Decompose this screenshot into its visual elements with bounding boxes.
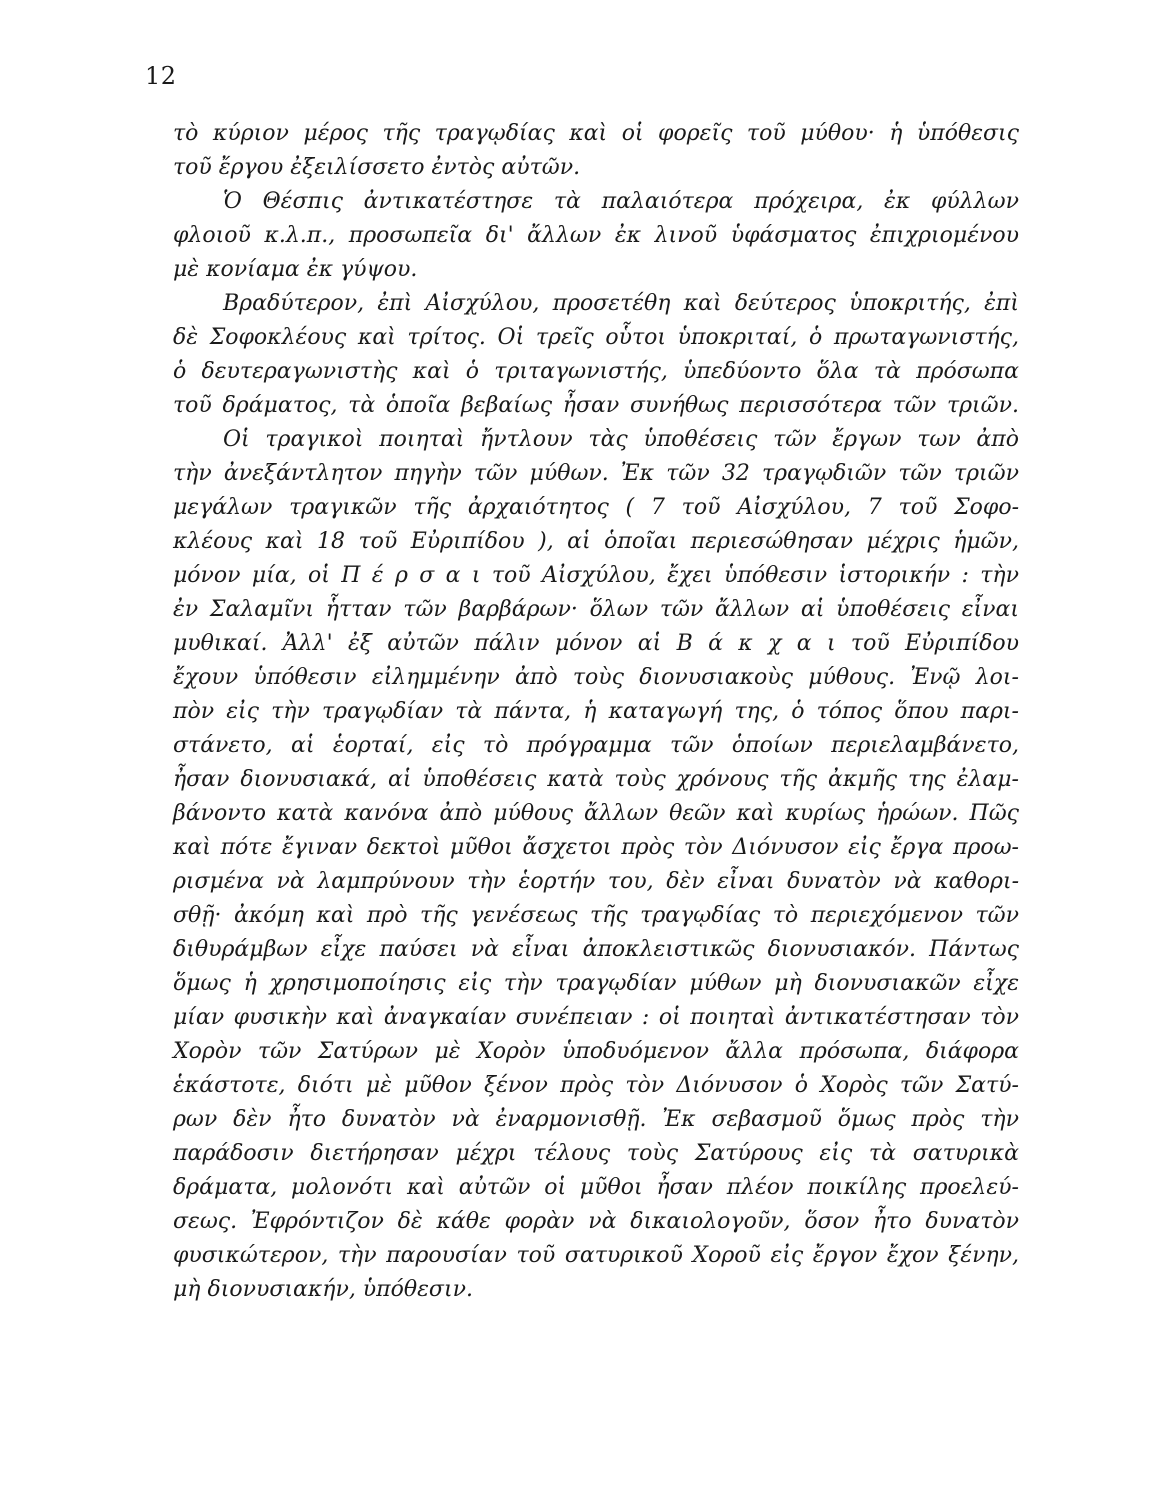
text-line: τοῦ ἔργου ἐξειλίσσετο ἐντὸς αὐτῶν. xyxy=(173,155,581,180)
text-line: τὸ κύριον μέρος τῆς τραγῳδίας καὶ οἱ φορεῖς τοῦ μύθου· ἡ ὑπόθεσις xyxy=(173,121,1019,146)
text-line: ρισμένα νὰ λαμπρύνουν τὴν ἑορτήν του, δὲν εἶναι δυνατὸν νὰ καθορι- xyxy=(173,869,1019,894)
text-line: ἐν Σαλαμῖνι ἧτταν τῶν βαρβάρων· ὅλων τῶν ἄλλων αἱ ὑποθέσεις εἶναι xyxy=(173,597,1019,622)
text-line: ὁ δευτεραγωνιστὴς καὶ ὁ τριταγωνιστής, ὑπεδύοντο ὅλα τὰ πρόσωπα xyxy=(173,359,1019,384)
text-line: βάνοντο κατὰ κανόνα ἀπὸ μύθους ἄλλων θεῶν καὶ κυρίως ἡρώων. Πῶς xyxy=(173,801,1019,826)
text-line: μεγάλων τραγικῶν τῆς ἀρχαιότητος ( 7 τοῦ Αἰσχύλου, 7 τοῦ Σοφο- xyxy=(173,495,1019,520)
text-line: καὶ πότε ἔγιναν δεκτοὶ μῦθοι ἄσχετοι πρὸς τὸν Διόνυσον εἰς ἔργα προω- xyxy=(173,835,1019,860)
text-line: μόνον μία, οἱ Π έ ρ σ α ι τοῦ Αἰσχύλου, ἔχει ὑπόθεσιν ἱστορικήν : τὴν xyxy=(173,563,1019,588)
text-line: Βραδύτερον, ἐπὶ Αἰσχύλου, προσετέθη καὶ δεύτερος ὑποκριτής, ἐπὶ xyxy=(223,291,1019,316)
text-line: ὅμως ἡ χρησιμοποίησις εἰς τὴν τραγῳδίαν μύθων μὴ διονυσιακῶν εἶχε xyxy=(173,971,1019,996)
text-line: ρων δὲν ἦτο δυνατὸν νὰ ἐναρμονισθῇ. Ἐκ σεβασμοῦ ὅμως πρὸς τὴν xyxy=(173,1107,1019,1132)
text-line: ἑκάστοτε, διότι μὲ μῦθον ξένον πρὸς τὸν Διόνυσον ὁ Χορὸς τῶν Σατύ- xyxy=(173,1073,1019,1098)
text-line: Ὁ Θέσπις ἀντικατέστησε τὰ παλαιότερα πρόχειρα, ἐκ φύλλων xyxy=(223,189,1019,214)
text-line: τὴν ἀνεξάντλητον πηγὴν τῶν μύθων. Ἐκ τῶν 32 τραγῳδιῶν τῶν τριῶν xyxy=(173,461,1019,486)
text-line: μίαν φυσικὴν καὶ ἀναγκαίαν συνέπειαν : οἱ ποιηταὶ ἀντικατέστησαν τὸν xyxy=(173,1005,1019,1030)
text-line: φυσικώτερον, τὴν παρουσίαν τοῦ σατυρικοῦ Χοροῦ εἰς ἔργον ἔχον ξένην, xyxy=(173,1243,1019,1268)
text-line: δὲ Σοφοκλέους καὶ τρίτος. Οἱ τρεῖς οὗτοι ὑποκριταί, ὁ πρωταγωνιστής, xyxy=(173,325,1019,350)
text-line: Χορὸν τῶν Σατύρων μὲ Χορὸν ὑποδυόμενον ἄλλα πρόσωπα, διάφορα xyxy=(173,1039,1019,1064)
text-line: τοῦ δράματος, τὰ ὁποῖα βεβαίως ἦσαν συνήθως περισσότερα τῶν τριῶν. xyxy=(173,393,1019,418)
text-line: Οἱ τραγικοὶ ποιηταὶ ἤντλουν τὰς ὑποθέσεις τῶν ἔργων των ἀπὸ xyxy=(223,427,1019,452)
text-line: στάνετο, αἱ ἑορταί, εἰς τὸ πρόγραμμα τῶν ὁποίων περιελαμβάνετο, xyxy=(173,733,1019,758)
text-line: διθυράμβων εἶχε παύσει νὰ εἶναι ἀποκλειστικῶς διονυσιακόν. Πάντως xyxy=(173,937,1019,962)
text-line: μὲ κονίαμα ἐκ γύψου. xyxy=(173,257,418,282)
text-line: πὸν εἰς τὴν τραγῳδίαν τὰ πάντα, ἡ καταγωγή της, ὁ τόπος ὅπου παρι- xyxy=(173,699,1019,724)
text-line: ἔχουν ὑπόθεσιν εἰλημμένην ἀπὸ τοὺς διονυσιακοὺς μύθους. Ἐνῷ λοι- xyxy=(173,665,1019,690)
text-line: ἦσαν διονυσιακά, αἱ ὑποθέσεις κατὰ τοὺς χρόνους τῆς ἀκμῆς της ἐλαμ- xyxy=(173,767,1019,792)
text-line: σθῇ· ἀκόμη καὶ πρὸ τῆς γενέσεως τῆς τραγῳδίας τὸ περιεχόμενον τῶν xyxy=(173,903,1019,928)
text-line: σεως. Ἐφρόντιζον δὲ κάθε φορὰν νὰ δικαιολογοῦν, ὅσον ἦτο δυνατὸν xyxy=(173,1209,1019,1234)
text-line: δράματα, μολονότι καὶ αὐτῶν οἱ μῦθοι ἦσαν πλέον ποικίλης προελεύ- xyxy=(173,1175,1019,1200)
text-line: κλέους καὶ 18 τοῦ Εὐριπίδου ), αἱ ὁποῖαι περιεσώθησαν μέχρις ἡμῶν, xyxy=(173,529,1019,554)
text-line: παράδοσιν διετήρησαν μέχρι τέλους τοὺς Σατύρους εἰς τὰ σατυρικὰ xyxy=(173,1141,1019,1166)
text-line: μυθικαί. Ἀλλ' ἐξ αὐτῶν πάλιν μόνον αἱ Β ά κ χ α ι τοῦ Εὐριπίδου xyxy=(173,631,1019,656)
text-line: μὴ διονυσιακήν, ὑπόθεσιν. xyxy=(173,1277,473,1302)
page-number: 12 xyxy=(145,62,177,90)
text-line: φλοιοῦ κ.λ.π., προσωπεῖα δι' ἄλλων ἐκ λινοῦ ὑφάσματος ἐπιχριομένου xyxy=(173,223,1019,248)
